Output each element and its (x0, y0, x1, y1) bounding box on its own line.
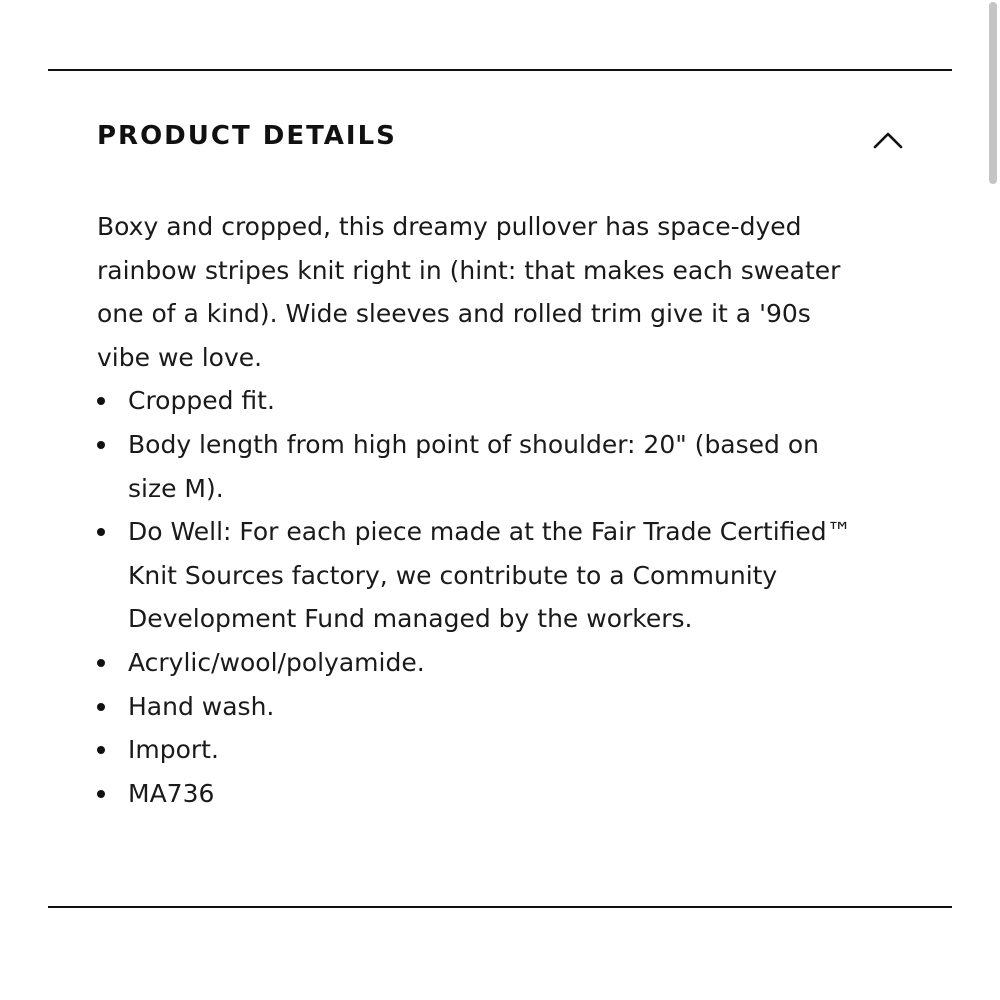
chevron-up-icon[interactable] (872, 127, 904, 151)
product-details-content (97, 205, 867, 815)
list-item: Cropped fit. (97, 379, 867, 423)
section-bottom-divider (48, 906, 952, 908)
product-description: Boxy and cropped, this dreamy pullover has space-dyed rainbow stripes knit right in (hint: that makes each sweater one of a kind). Wide sleeves and rolled trim give it a '90s vibe we love. (97, 212, 841, 372)
list-item: MA736 (97, 772, 867, 816)
scrollbar-thumb[interactable] (989, 2, 997, 184)
list-item: Hand wash. (97, 685, 867, 729)
list-item: Do Well: For each piece made at the Fair Trade Certified™ Knit Sources factory, we contribute to a Community Development Fund managed by the workers. (97, 510, 867, 641)
list-item: Acrylic/wool/polyamide. (97, 641, 867, 685)
product-details-accordion-header[interactable] (48, 71, 952, 201)
list-item: Body length from high point of shoulder: 20" (based on size M). (97, 423, 867, 510)
product-details-list (97, 379, 867, 815)
section-title: PRODUCT DETAILS (97, 121, 397, 151)
page-scrollbar[interactable] (986, 0, 1000, 1000)
list-item: Import. (97, 728, 867, 772)
